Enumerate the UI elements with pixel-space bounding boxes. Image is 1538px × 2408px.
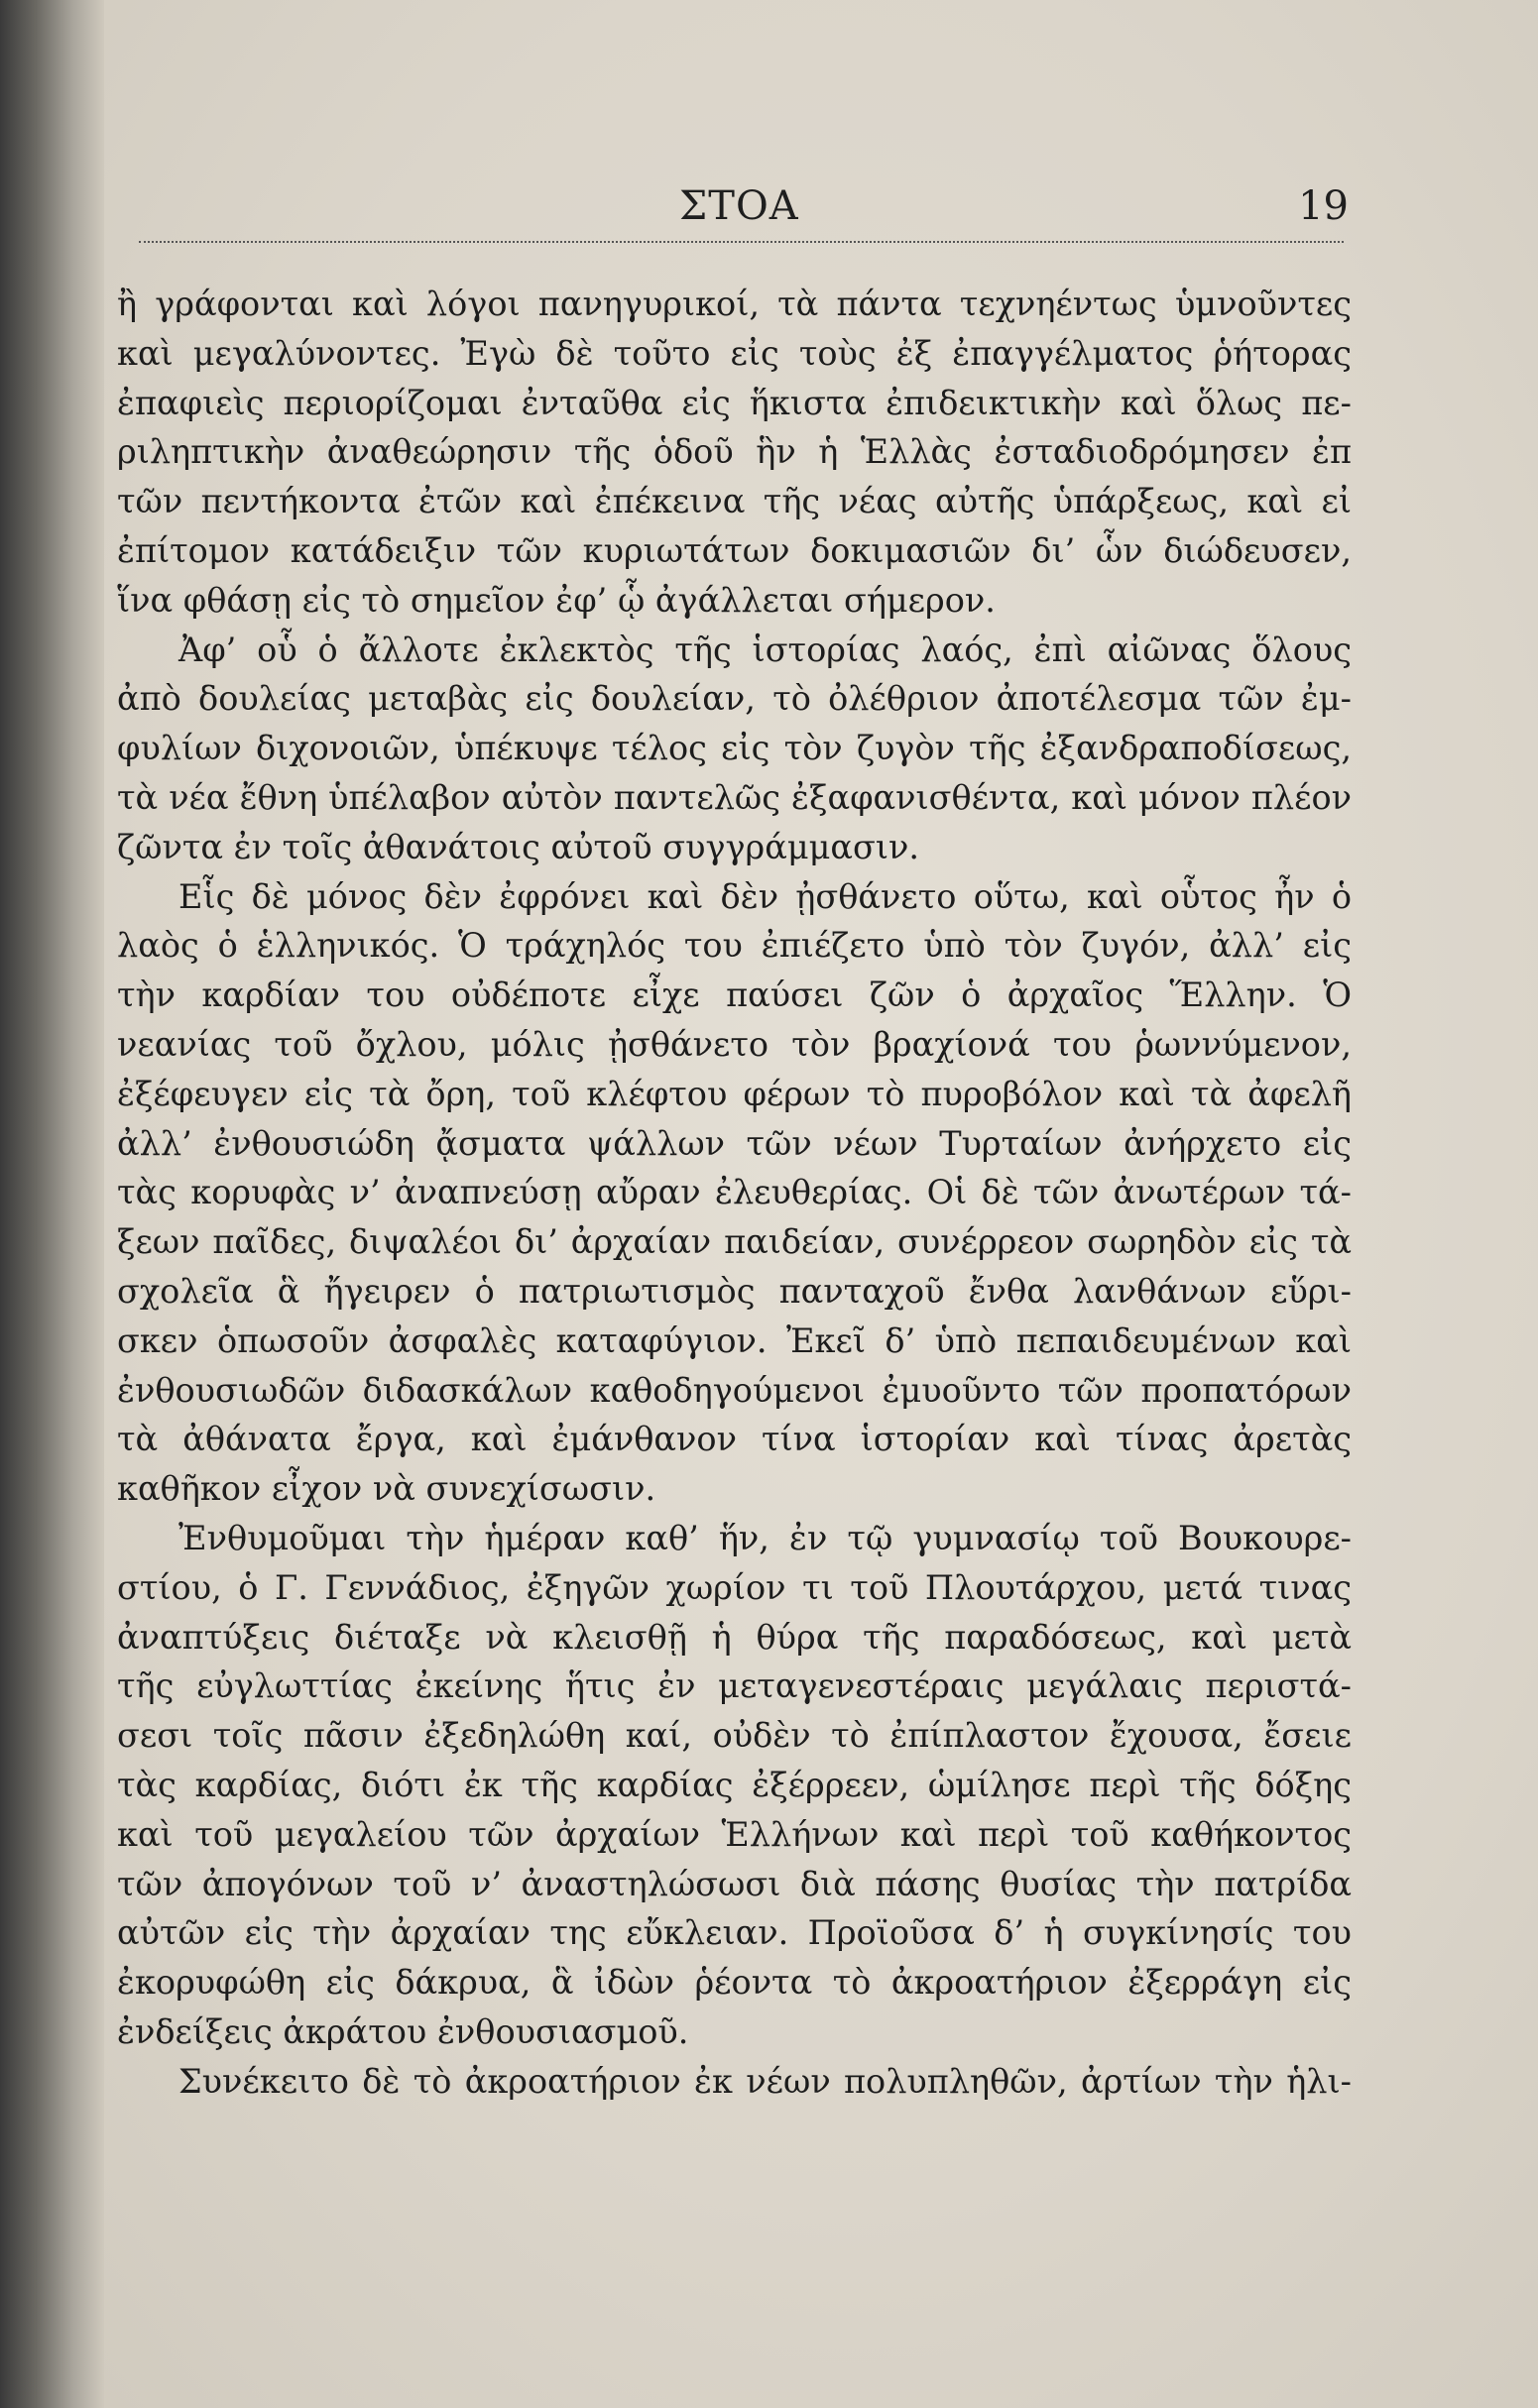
text-line: τὰ νέα ἔθνη ὑπέλαβον αὐτὸν παντελῶς ἐξαφανισθέντα, καὶ μόνον πλέον (117, 777, 1352, 817)
text-line: ἀλλ’ ἐνθουσιώδη ᾄσματα ψάλλων τῶν νέων Τυρταίων ἀνήρχετο εἰς (117, 1123, 1352, 1163)
text-line: ἐνθουσιωδῶν διδασκάλων καθοδηγούμενοι ἐμυοῦντο τῶν προπατόρων (117, 1370, 1352, 1410)
text-line: λαὸς ὁ ἑλληνικός. Ὁ τράχηλός του ἐπιέζετο ὑπὸ τὸν ζυγόν, ἀλλ’ εἰς (117, 926, 1352, 966)
text-line: καθῆκον εἶχον νὰ συνεχίσωσιν. (117, 1469, 656, 1509)
text-line: νεανίας τοῦ ὄχλου, μόλις ᾐσθάνετο τὸν βραχίονά του ῥωννύμενον, (117, 1024, 1352, 1064)
text-line: τὰ ἀθάνατα ἔργα, καὶ ἐμάνθανον τίνα ἱστορίαν καὶ τίνας ἀρετὰς (117, 1420, 1352, 1459)
text-line: αὐτῶν εἰς τὴν ἀρχαίαν της εὔκλειαν. Προϊοῦσα δ’ ἡ συγκίνησίς του (117, 1913, 1352, 1953)
text-line: ξεων παῖδες, διψαλέοι δι’ ἀρχαίαν παιδείαν, συνέρρεον σωρηδὸν εἰς τὰ (117, 1222, 1352, 1262)
text-line: τὴν καρδίαν του οὐδέποτε εἶχε παύσει ζῶν ὁ ἀρχαῖος Ἕλλην. Ὁ (117, 975, 1352, 1015)
body-text (117, 280, 1352, 2106)
text-line: Εἷς δὲ μόνος δὲν ἐφρόνει καὶ δὲν ᾐσθάνετο οὕτω, καὶ οὗτος ἦν ὁ (178, 876, 1352, 916)
text-line: ριληπτικὴν ἀναθεώρησιν τῆς ὁδοῦ ἣν ἡ Ἑλλὰς ἐσταδιοδρόμησεν ἐπ (117, 432, 1352, 472)
page-number: 19 (1298, 183, 1349, 229)
text-line: ἵνα φθάσῃ εἰς τὸ σημεῖον ἐφ’ ᾧ ἀγάλλεται σήμερον. (117, 580, 996, 620)
text-line: Ἀφ’ οὗ ὁ ἄλλοτε ἐκλεκτὸς τῆς ἱστορίας λαός, ἐπὶ αἰῶνας ὅλους (178, 630, 1352, 669)
text-line: ἐξέφευγεν εἰς τὰ ὄρη, τοῦ κλέφτου φέρων τὸ πυροβόλον καὶ τὰ ἀφελῆ (117, 1074, 1352, 1113)
text-line: σχολεῖα ἃ ἤγειρεν ὁ πατριωτισμὸς πανταχοῦ ἔνθα λανθάνων εὕρι- (117, 1271, 1352, 1311)
text-line: σκεν ὁπωσοῦν ἀσφαλὲς καταφύγιον. Ἐκεῖ δ’ ὑπὸ πεπαιδευμένων καὶ (117, 1320, 1352, 1360)
text-line: τὰς κορυφὰς ν’ ἀναπνεύσῃ αὔραν ἐλευθερίας. Οἱ δὲ τῶν ἀνωτέρων τά- (117, 1173, 1352, 1212)
book-gutter-shadow (0, 0, 104, 2408)
text-line: Ἐνθυμοῦμαι τὴν ἡμέραν καθ’ ἥν, ἐν τῷ γυμνασίῳ τοῦ Βουκουρε- (178, 1518, 1352, 1557)
text-line: στίου, ὁ Γ. Γεννάδιος, ἐξηγῶν χωρίον τι τοῦ Πλουτάρχου, μετά τινας (117, 1567, 1352, 1607)
header-rule (139, 241, 1344, 246)
page-header (119, 183, 1349, 243)
text-line: ἢ γράφονται καὶ λόγοι πανηγυρικοί, τὰ πάντα τεχνηέντως ὑμνοῦντες (117, 285, 1352, 323)
text-line: Συνέκειτο δὲ τὸ ἀκροατήριον ἐκ νέων πολυπληθῶν, ἀρτίων τὴν ἡλι- (178, 2061, 1352, 2101)
text-line: τῶν πεντήκοντα ἐτῶν καὶ ἐπέκεινα τῆς νέας αὐτῆς ὑπάρξεως, καὶ εἰ (117, 482, 1352, 521)
text-line: τῆς εὐγλωττίας ἐκείνης ἥτις ἐν μεταγενεστέραις μεγάλαις περιστά- (117, 1666, 1352, 1706)
text-line: καὶ μεγαλύνοντες. Ἐγὼ δὲ τοῦτο εἰς τοὺς ἐξ ἐπαγγέλματος ῥήτορας (117, 333, 1352, 373)
text-line: ζῶντα ἐν τοῖς ἀθανάτοις αὐτοῦ συγγράμμασιν. (117, 827, 920, 866)
text-line: ἀπὸ δουλείας μεταβὰς εἰς δουλείαν, τὸ ὀλέθριον ἀποτέλεσμα τῶν ἐμ- (117, 679, 1352, 719)
text-line: ἀναπτύξεις διέταξε νὰ κλεισθῇ ἡ θύρα τῆς παραδόσεως, καὶ μετὰ (117, 1617, 1352, 1657)
text-line: ἐπίτομον κατάδειξιν τῶν κυριωτάτων δοκιμασιῶν δι’ ὧν διώδευσεν, (117, 530, 1352, 570)
text-line: φυλίων διχονοιῶν, ὑπέκυψε τέλος εἰς τὸν ζυγὸν τῆς ἐξανδραποδίσεως, (117, 729, 1352, 768)
text-line: τὰς καρδίας, διότι ἐκ τῆς καρδίας ἐξέρρεεν, ὡμίλησε περὶ τῆς δόξης (117, 1765, 1352, 1804)
text-line: τῶν ἀπογόνων τοῦ ν’ ἀναστηλώσωσι διὰ πάσης θυσίας τὴν πατρίδα (117, 1864, 1352, 1903)
text-line: ἐκορυφώθη εἰς δάκρυα, ἃ ἰδὼν ῥέοντα τὸ ἀκροατήριον ἐξερράγη εἰς (117, 1963, 1352, 2003)
text-line: καὶ τοῦ μεγαλείου τῶν ἀρχαίων Ἑλλήνων καὶ περὶ τοῦ καθήκοντος (117, 1814, 1352, 1854)
text-line: ἐπαφιεὶς περιορίζομαι ἐνταῦθα εἰς ἥκιστα ἐπιδεικτικὴν καὶ ὅλως πε- (117, 383, 1352, 422)
text-line: σεσι τοῖς πᾶσιν ἐξεδηλώθη καί, οὐδὲν τὸ ἐπίπλαστον ἔχουσα, ἔσειε (117, 1716, 1352, 1756)
text-line: ἐνδείξεις ἀκράτου ἐνθουσιασμοῦ. (117, 2011, 689, 2051)
running-title: ΣΤΟΑ (679, 183, 799, 229)
